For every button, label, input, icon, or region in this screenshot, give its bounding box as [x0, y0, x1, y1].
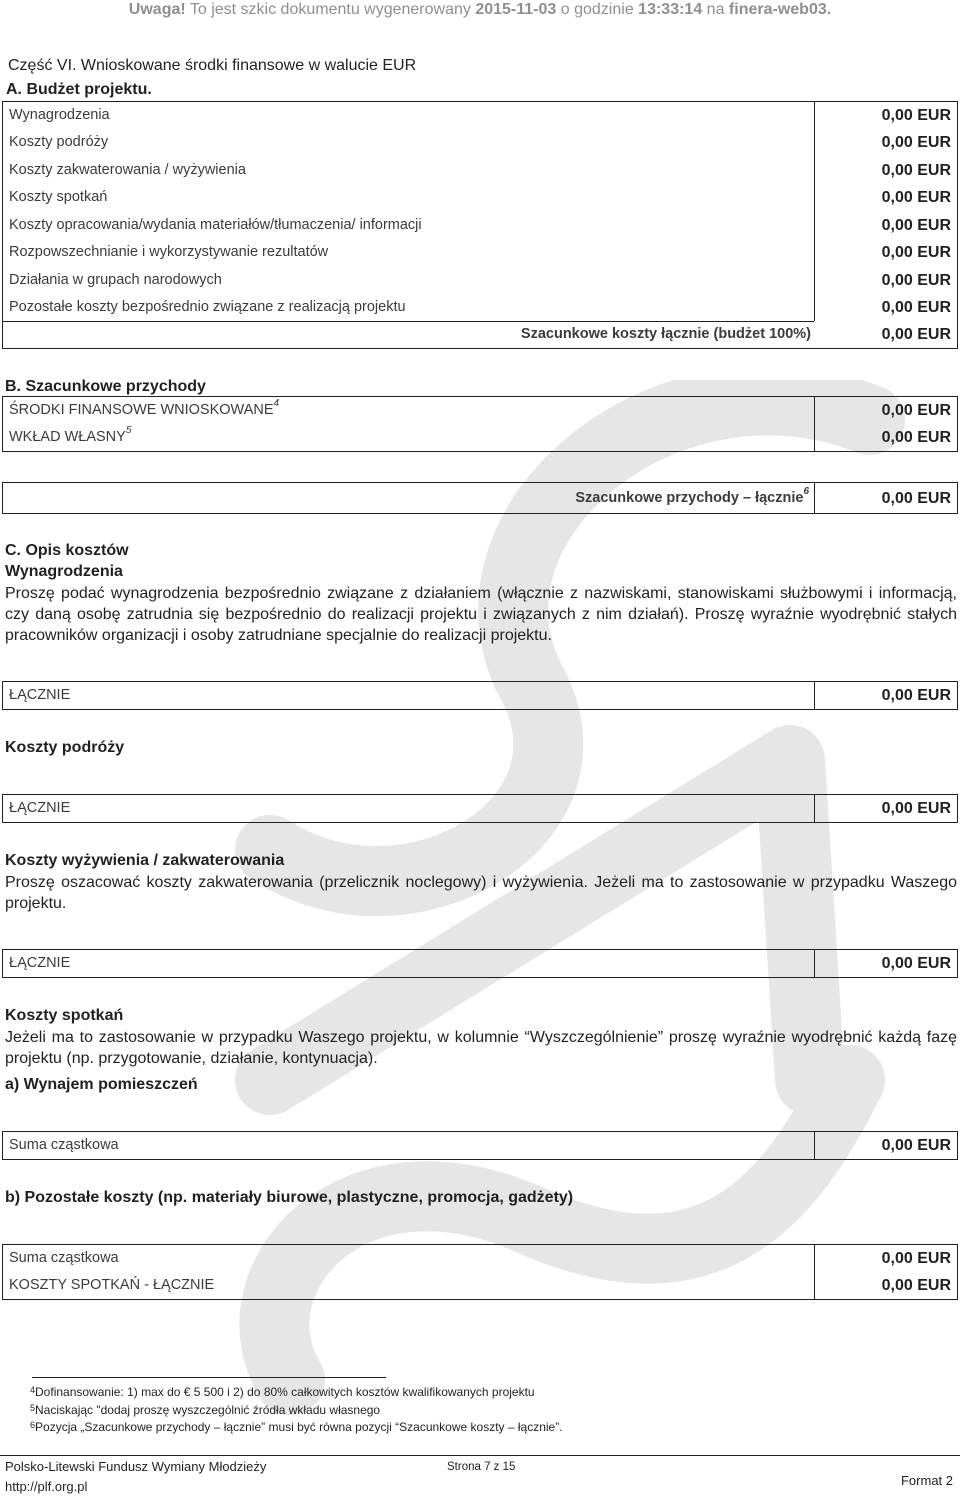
budget-row-amount: 0,00 EUR	[881, 244, 951, 261]
budget-divider	[814, 102, 815, 321]
budget-row-label: Koszty spotkań	[9, 189, 108, 205]
salaries-title: Wynagrodzenia	[5, 563, 123, 580]
board-total-box	[2, 949, 958, 978]
board-total-label: ŁĄCZNIE	[9, 955, 71, 971]
draft-notice-date: 2015-11-03	[475, 1, 557, 18]
income-total-label: Szacunkowe przychody – łącznie$^6$	[575, 486, 809, 506]
meetings-sub-b-row	[3, 1245, 957, 1272]
income-row-label: ŚRODKI FINANSOWE WNIOSKOWANE$^4$	[9, 398, 280, 418]
budget-row-label: Koszty opracowania/wydania materiałów/tłumaczenia/ informacji	[9, 217, 422, 233]
salaries-total-amount: 0,00 EUR	[881, 687, 951, 704]
meetings-sub-b-label: Suma cząstkowa	[9, 1250, 119, 1266]
footnote-rule	[32, 1377, 386, 1378]
budget-row-amount: 0,00 EUR	[881, 134, 951, 151]
board-description: Proszę oszacować koszty zakwaterowania (przelicznik noclegowy) i wyżywienia. Jeżeli ma to zastosowanie w przypadku Waszego projektu.	[5, 874, 957, 912]
draft-notice-text-2: o godzinie	[560, 1, 634, 18]
meetings-sub-a-row	[3, 1132, 957, 1159]
income-row-label: WKŁAD WŁASNY$^5$	[9, 425, 132, 445]
meetings-sub-a-title: a) Wynajem pomieszczeń	[5, 1076, 198, 1093]
income-row-amount: 0,00 EUR	[881, 429, 951, 446]
travel-total-row	[3, 795, 957, 822]
travel-total-box	[2, 794, 958, 823]
income-table	[2, 396, 958, 452]
income-title: B. Szacunkowe przychody	[5, 378, 206, 395]
meetings-sub-a-label: Suma cząstkowa	[9, 1137, 119, 1153]
draft-notice-host: finera-web03.	[728, 1, 832, 18]
income-total-row	[3, 485, 957, 512]
footnote-4: $^4$Dofinansowanie: 1) max do € 5 500 i 2) do 80% całkowitych kosztów kwalifikowanych projektu	[30, 1385, 535, 1399]
travel-title: Koszty podróży	[5, 739, 125, 756]
budget-row-amount: 0,00 EUR	[881, 162, 951, 179]
travel-total-amount: 0,00 EUR	[881, 800, 951, 817]
budget-row-amount: 0,00 EUR	[881, 107, 951, 124]
costs-title: C. Opis kosztów	[5, 542, 129, 559]
income-row-amount: 0,00 EUR	[881, 402, 951, 419]
meetings-sub-b-amount: 0,00 EUR	[881, 1250, 951, 1267]
budget-table	[2, 101, 958, 349]
meetings-sub-a-amount: 0,00 EUR	[881, 1137, 951, 1154]
budget-row-amount: 0,00 EUR	[881, 189, 951, 206]
travel-total-label: ŁĄCZNIE	[9, 800, 71, 816]
budget-title: A. Budżet projektu.	[6, 81, 152, 98]
budget-row-amount: 0,00 EUR	[881, 272, 951, 289]
board-title: Koszty wyżywienia / zakwaterowania	[5, 852, 285, 869]
budget-row-label: Pozostałe koszty bezpośrednio związane z realizacją projektu	[9, 299, 406, 315]
footer-page-number: Strona 7 z 15	[447, 1461, 516, 1473]
salaries-total-row	[3, 682, 957, 709]
board-total-amount: 0,00 EUR	[881, 955, 951, 972]
salaries-total-box	[2, 681, 958, 710]
meetings-description: Jeżeli ma to zastosowanie w przypadku Waszego projektu, w kolumnie “Wyszczególnienie” proszę wyraźnie wyodrębnić każdą fazę projektu (np. przygotowanie, działanie, kontynuacja).	[5, 1029, 957, 1067]
budget-total-divider	[3, 321, 814, 322]
draft-notice-time: 13:33:14	[638, 1, 703, 18]
footer-form-name: Format 2	[900, 1473, 953, 1488]
board-total-row	[3, 950, 957, 977]
meetings-total-row	[3, 1272, 957, 1299]
footer-org: Polsko-Litewski Fundusz Wymiany Młodzieży	[5, 1459, 267, 1474]
budget-total-label: Szacunkowe koszty łącznie (budżet 100%)	[520, 326, 811, 342]
meetings-total-amount: 0,00 EUR	[881, 1277, 951, 1294]
draft-notice	[0, 0, 960, 20]
footer-rule	[0, 1455, 960, 1456]
salaries-description: Proszę podać wynagrodzenia bezpośrednio związane z działaniem (włącznie z nazwiskami, stanowiskami służbowymi i informacją, czy daną osobę zatrudnia się bezpośrednio do realizacji projektu i związanych z nim działań). Proszę wyraźnie wyodrębnić stałych pracowników organizacji i osoby zatrudniane specjalnie do realizacji projektu.	[5, 585, 957, 644]
footnote-5: $^5$Naciskając "dodaj proszę wyszczególnić źródła wkładu własnego	[30, 1403, 381, 1417]
income-total-box	[2, 482, 958, 514]
meetings-sub-b-box	[2, 1244, 958, 1300]
meetings-sub-b-title: b) Pozostałe koszty (np. materiały biurowe, plastyczne, promocja, gadżety)	[5, 1189, 574, 1206]
draft-notice-text-3: na	[706, 1, 725, 18]
meetings-sub-a-box	[2, 1131, 958, 1160]
meetings-title: Koszty spotkań	[5, 1007, 124, 1024]
budget-row-label: Koszty zakwaterowania / wyżywienia	[9, 162, 246, 178]
income-row	[3, 424, 957, 451]
budget-row-amount: 0,00 EUR	[881, 299, 951, 316]
budget-row-label: Działania w grupach narodowych	[9, 272, 222, 288]
draft-notice-text: To jest szkic dokumentu wygenerowany	[189, 1, 471, 18]
budget-row-label: Koszty podróży	[9, 134, 109, 150]
income-total-amount: 0,00 EUR	[881, 490, 951, 507]
draft-notice-prefix: Uwaga!	[128, 1, 186, 18]
budget-total-amount: 0,00 EUR	[881, 326, 951, 343]
footer-url[interactable]: http://plf.org.pl	[5, 1479, 88, 1494]
meetings-total-label: KOSZTY SPOTKAŃ - ŁĄCZNIE	[9, 1277, 215, 1293]
salaries-total-label: ŁĄCZNIE	[9, 687, 71, 703]
budget-total-row	[3, 321, 957, 348]
budget-row-label: Wynagrodzenia	[9, 107, 110, 123]
footnote-6: $^6$Pozycja „Szacunkowe przychody – łącznie” musi być równa pozycji “Szacunkowe koszty – łącznie”.	[30, 1420, 563, 1434]
income-row	[3, 397, 957, 424]
budget-row-amount: 0,00 EUR	[881, 217, 951, 234]
section-title: Część VI. Wnioskowane środki finansowe w walucie EUR	[8, 57, 417, 74]
budget-row-label: Rozpowszechnianie i wykorzystywanie rezultatów	[9, 244, 329, 260]
